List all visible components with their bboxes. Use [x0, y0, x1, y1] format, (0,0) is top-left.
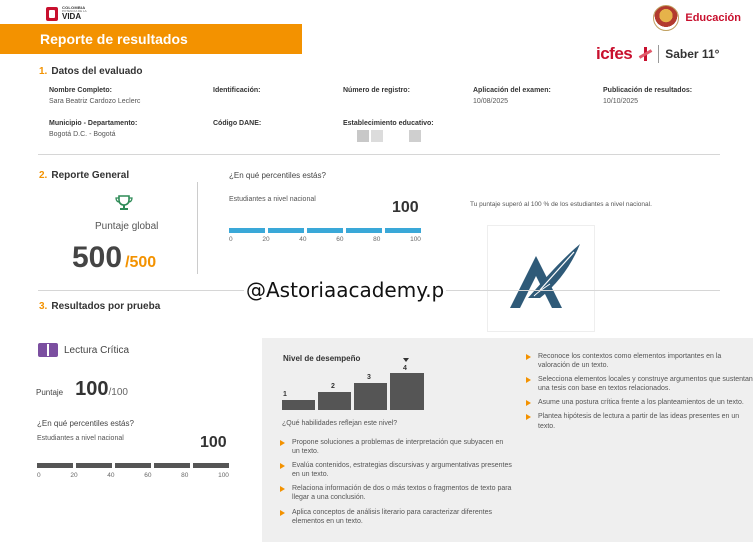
global-score-value: 500 — [72, 241, 123, 274]
global-score-max: /500 — [125, 254, 157, 271]
field-dane — [213, 120, 261, 127]
ministry-label: Educación — [685, 12, 741, 24]
subject-percentile-bar — [37, 463, 229, 468]
vertical-divider — [197, 182, 198, 274]
subject-percentile-ticks: 0 20 40 60 80 100 — [37, 472, 229, 479]
skills-list-left — [280, 438, 512, 531]
nivel-label: Nivel de desempeño — [283, 354, 361, 363]
nacional-label: Estudiantes a nivel nacional — [229, 196, 316, 203]
gov-logo-line2: POTENCIA DE LA — [62, 9, 87, 13]
redacted-value — [357, 130, 434, 142]
puntaje-global-label: Puntaje global — [95, 221, 159, 232]
percentile-bar — [229, 228, 421, 233]
subject-puntaje-label: Puntaje — [36, 388, 64, 397]
subject-header — [38, 343, 129, 357]
exam-name: Saber 11° — [665, 47, 720, 61]
publicacion-value: 10/10/2025 — [603, 98, 639, 105]
subject-percentile-value: 100 — [200, 434, 227, 451]
field-establecimiento — [343, 120, 434, 142]
percentile-value: 100 — [392, 199, 419, 216]
list-item: Evalúa contenidos, estrategias discursivas y argumentativas presentes en un texto. — [280, 461, 512, 479]
subject-score-value: 100 — [75, 378, 109, 400]
aplicacion-label: Aplicación del examen: — [473, 87, 551, 94]
quill-logo-icon — [488, 226, 596, 333]
dane-label: Código DANE: — [213, 120, 262, 127]
publicacion-label: Publicación de resultados: — [603, 87, 693, 94]
subject-name: Lectura Crítica — [64, 344, 130, 356]
percentile-note: Tu puntaje superó al 100 % de los estudiantes a nivel nacional. — [470, 201, 652, 208]
level-1-step: 1 — [282, 400, 315, 410]
list-item: Reconoce los contextos como elementos importantes en la valoración de un texto. — [526, 352, 753, 370]
registro-label: Número de registro: — [343, 87, 410, 94]
nombre-value: Sara Beatriz Cardozo Leclerc — [49, 98, 141, 105]
field-aplicacion — [473, 87, 551, 105]
aplicacion-value: 10/08/2025 — [473, 98, 509, 105]
section-1-title: 1. Datos del evaluado — [39, 66, 143, 77]
book-icon — [38, 343, 58, 357]
field-publicacion — [603, 87, 692, 105]
section-divider — [38, 154, 720, 155]
divider — [658, 45, 659, 63]
list-item: Aplica conceptos de análisis literario para caracterizar diferentes elementos en un texto. — [280, 508, 512, 526]
list-item: Propone soluciones a problemas de interpretación que subyacen en un texto. — [280, 438, 512, 456]
level-4-step: 4 — [390, 373, 424, 410]
watermark-text: @Astoriaacademy.p — [246, 278, 445, 302]
field-municipio — [49, 120, 137, 138]
trophy-icon — [115, 194, 133, 212]
gov-logo-line3: VIDA — [62, 12, 82, 21]
flag-icon — [46, 7, 58, 21]
habilidades-question: ¿Qué habilidades reflejan este nivel? — [282, 420, 398, 427]
subject-score — [36, 378, 128, 401]
percentile-ticks: 0 20 40 60 80 100 — [229, 236, 421, 243]
icfes-logo — [596, 44, 719, 64]
global-score — [72, 241, 156, 275]
section-3-title: 3. Resultados por prueba — [39, 301, 161, 312]
list-item: Selecciona elementos locales y construye argumentos que sustentan una tesis con base en textos relacionados. — [526, 375, 753, 393]
field-registro — [343, 87, 410, 94]
level-2-step: 2 — [318, 392, 351, 410]
icfes-brand: icfes — [596, 44, 633, 63]
icfes-star-icon — [638, 47, 652, 61]
coat-of-arms-icon — [653, 5, 679, 31]
gov-logo — [46, 6, 87, 21]
subject-nacional-label: Estudiantes a nivel nacional — [37, 435, 124, 442]
list-item: Relaciona información de dos o más textos o fragmentos de texto para llegar a una conclusión. — [280, 484, 512, 502]
section-2-title: 2. Reporte General — [39, 170, 130, 181]
skills-list-right — [526, 352, 753, 436]
level-indicator-icon — [403, 358, 409, 362]
academy-logo — [487, 225, 595, 332]
field-identificacion — [213, 87, 260, 94]
list-item: Plantea hipótesis de lectura a partir de las ideas presentes en un texto. — [526, 412, 753, 430]
nombre-label: Nombre Completo: — [49, 87, 112, 94]
identificacion-label: Identificación: — [213, 87, 261, 94]
gov-logo-line1: COLOMBIA — [62, 5, 86, 10]
ministry-logo — [653, 5, 741, 31]
percentile-question: ¿En qué percentiles estás? — [229, 171, 326, 180]
level-3-step: 3 — [354, 383, 387, 410]
municipio-value: Bogotá D.C. - Bogotá — [49, 131, 116, 138]
subject-percentile-question: ¿En qué percentiles estás? — [37, 419, 134, 428]
page-title: Reporte de resultados — [0, 24, 302, 54]
level-steps — [282, 366, 424, 410]
subject-score-max: /100 — [108, 387, 128, 398]
list-item: Asume una postura crítica frente a los planteamientos de un texto. — [526, 398, 753, 407]
establecimiento-label: Establecimiento educativo: — [343, 120, 434, 127]
municipio-label: Municipio - Departamento: — [49, 120, 138, 127]
field-nombre — [49, 87, 140, 105]
